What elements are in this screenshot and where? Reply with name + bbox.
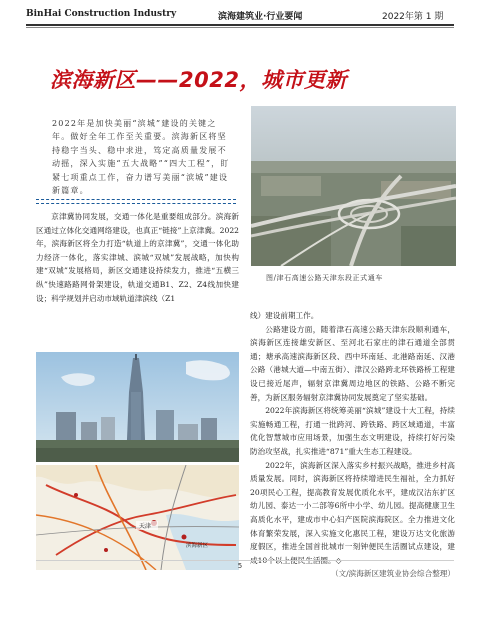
skyline-tower-photo [36, 352, 239, 462]
article-byline: （文/滨海新区建筑业协会综合整理） [330, 569, 455, 579]
right-paragraph-3: 2022年滨海新区将统筹美丽“滨城”建设十大工程，持续实施畅通工程，打通一批跨河、跨铁路、跨区域通道，丰富优化智慧城市应用场景，加强生态文明建设，持续打好污染防治攻坚战，扎实推进“871”重大生态工程建设。 [250, 406, 455, 456]
right-paragraph-2: 公路建设方面，随着津石高速公路天津东段顺利通车，滨海新区连接雄安新区、至河北石家庄的津石通道全部贯通；塘承高速滨海新区段、西中环南延、北港路南延、汉港公路（港城大道—中南五街）、津汉公路跨北环铁路桥工程建设已接近尾声，辐射京津冀周边地区的铁路、公路不断完善，为新区服务辐射京津冀协同发展奠定了坚实基础。 [250, 324, 455, 402]
footer-rule [36, 560, 454, 561]
lead-divider [36, 199, 236, 201]
regional-map [36, 465, 239, 570]
header-rule [26, 24, 454, 26]
article-title: 滨海新区——2022，城市更新 [50, 68, 347, 92]
article-lead: 2022年是加快美丽“滨城”建设的关键之年。做好全年工作至关重要。滨海新区将坚持稳字当头、稳中求进，笃定高质量发展不动摇，深入实施“五大战略”“四大工程”，盯紧七项重点工作，奋力谱写美丽“滨城”建设新篇章。 [52, 119, 230, 196]
section-name: 滨海建筑业·行业要闻 [218, 12, 303, 22]
left-column-text: 京津冀协同发展，交通一体化是重要组成部分。滨海新区通过立体化交通网络建设，也真正“链接”上京津冀。2022年，滨海新区将全力打造“轨道上的京津冀”，交通一体化助力经济一体化，落实津城、滨城“双城”发展战略，加快构建“双城”发展格局，新区交通建设持续发力，推进“五横三纵”快速路路网骨架建设，轨道交通B1、Z2、Z4线加快建设；科学规划并启动市域轨道津滨线（Z1 [36, 212, 239, 303]
right-column-text [250, 309, 455, 581]
highway-aerial-photo [251, 106, 456, 266]
lead-divider-2 [36, 203, 236, 205]
magazine-name: BinHai Construction Industry [26, 9, 177, 19]
right-paragraph-1: 线）建设前期工作。 [250, 311, 319, 320]
page-number: 5 [237, 562, 243, 570]
map-label-binhai: 滨海新区 [186, 543, 209, 549]
map-label-tianjin: 天津 [139, 523, 152, 530]
photo-caption: 图/津石高速公路天津东段正式通车 [266, 274, 383, 282]
issue-number: 2022年第 1 期 [382, 12, 444, 22]
header-rule-thin [26, 27, 454, 28]
page-header [0, 0, 480, 27]
right-paragraph-4: 2022年，滨海新区深入落实乡村振兴战略，推进乡村高质量发展。同时，滨海新区将持续增进民生福祉，全力抓好20项民心工程，提高教育发展优质化水平，建成汉沽东扩区幼儿园、泰达一小二部等6所中小学、幼儿园。提高健康卫生高质化水平，建成市中心妇产医院滨海院区。全力推进文化体育繁荣发展，深入实施文化惠民工程，建设万达文化旅游度假区，推进全国首批城市一刻钟便民生活圈试点建设，建 [250, 460, 455, 552]
